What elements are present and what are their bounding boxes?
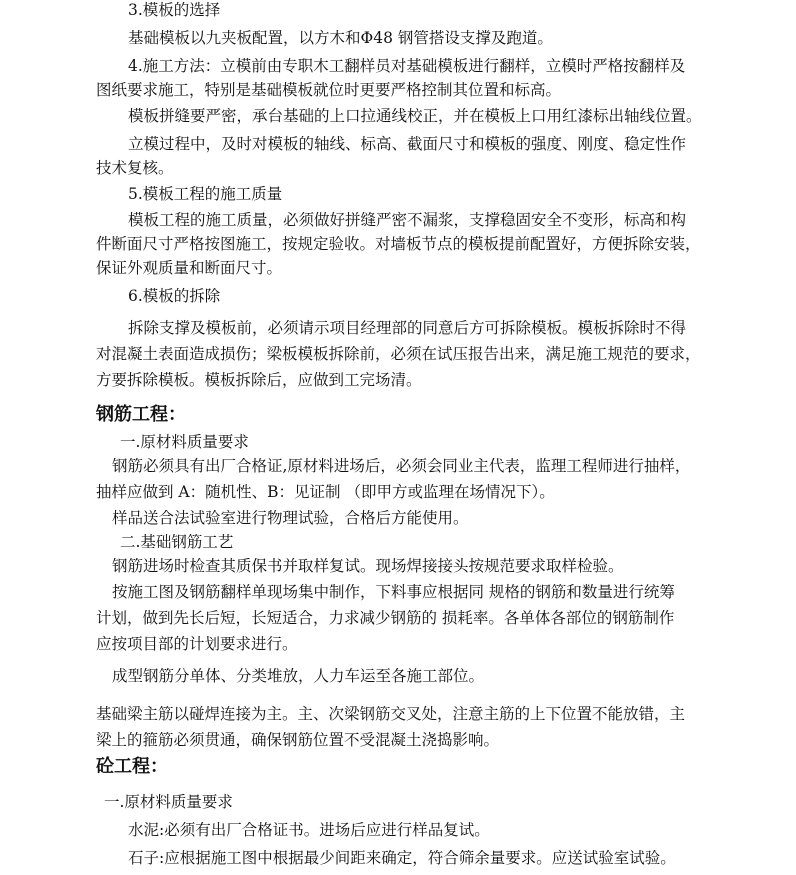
paragraph-line: 对混凝土表面造成损伤；梁板模板拆除前，必须在试压报告出来，满足施工规范的要求， xyxy=(96,345,701,363)
paragraph-line: 模板工程的施工质量，必须做好拼缝严密不漏浆，支撑稳固安全不变形，标高和构 xyxy=(128,211,687,229)
section-heading-concrete: 砼工程： xyxy=(96,756,168,777)
paragraph-line: 按施工图及钢筋翻样单现场集中制作，下料事应根据同 规格的钢筋和数量进行统筹 xyxy=(112,583,675,601)
paragraph-line: 石子:应根据施工图中根据最少间距来确定，符合筛余量要求。应送试验室试验。 xyxy=(128,849,676,867)
paragraph-line: 水泥:必须有出厂合格证书。进场后应进行样品复试。 xyxy=(128,821,490,839)
paragraph-line: 拆除支撑及模板前，必须请示项目经理部的同意后方可拆除模板。模板拆除时不得 xyxy=(128,319,687,337)
paragraph-line: 图纸要求施工，特别是基础模板就位时更要严格控制其位置和标高。 xyxy=(96,81,562,99)
subsection-title: 二.基础钢筋工艺 xyxy=(120,533,234,551)
subsection-title: 一.原材料质量要求 xyxy=(104,793,233,811)
paragraph-line: 4.施工方法：立模前由专职木工翻样员对基础模板进行翻样，立模时严格按翻样及 xyxy=(128,57,686,75)
paragraph-line: 钢筋进场时检查其质保书并取样复试。现场焊接接头按规范要求取样检验。 xyxy=(112,557,624,575)
paragraph-line: 梁上的箍筋必须贯通，确保钢筋位置不受混凝土浇捣影响。 xyxy=(96,731,500,749)
paragraph-line: 方要拆除模板。模板拆除后，应做到工完场清。 xyxy=(96,371,422,389)
subsection-title: 一.原材料质量要求 xyxy=(120,433,249,451)
paragraph-line: 模板拼缝要严密，承台基础的上口拉通线校正，并在模板上口用红漆标出轴线位置。 xyxy=(128,107,702,125)
paragraph-line: 计划，做到先长后短，长短适合，力求减少钢筋的 损耗率。各单体各部位的钢筋制作 xyxy=(96,609,675,627)
paragraph-line: 钢筋必须具有出厂合格证,原材料进场后，必须会同业主代表，监理工程师进行抽样， xyxy=(112,457,691,475)
section-heading-rebar: 钢筋工程： xyxy=(96,404,186,425)
section-title: 3.模板的选择 xyxy=(128,1,221,19)
paragraph-line: 抽样应做到 A：随机性、B：见证制 （即甲方或监理在场情况下）。 xyxy=(96,483,555,501)
paragraph-line: 件断面尺寸严格按图施工，按规定验收。对墙板节点的模板提前配置好，方便拆除安装， xyxy=(96,235,701,253)
paragraph-line: 基础梁主筋以碰焊连接为主。主、次梁钢筋交叉处，注意主筋的上下位置不能放错，主 xyxy=(96,705,686,723)
paragraph-line: 应按项目部的计划要求进行。 xyxy=(96,635,298,653)
paragraph-line: 立模过程中，及时对模板的轴线、标高、截面尺寸和模板的强度、刚度、稳定性作 xyxy=(128,135,687,153)
section-title: 6.模板的拆除 xyxy=(128,287,221,305)
paragraph-line: 技术复核。 xyxy=(96,159,174,177)
paragraph-line: 基础模板以九夹板配置，以方木和Φ48 钢管搭设支撑及跑道。 xyxy=(128,29,553,47)
paragraph-line: 样品送合法试验室进行物理试验，合格后方能使用。 xyxy=(112,509,469,527)
paragraph-line: 保证外观质量和断面尺寸。 xyxy=(96,259,283,277)
paragraph-line: 成型钢筋分单体、分类堆放，人力车运至各施工部位。 xyxy=(112,667,485,685)
section-title: 5.模板工程的施工质量 xyxy=(128,185,283,203)
